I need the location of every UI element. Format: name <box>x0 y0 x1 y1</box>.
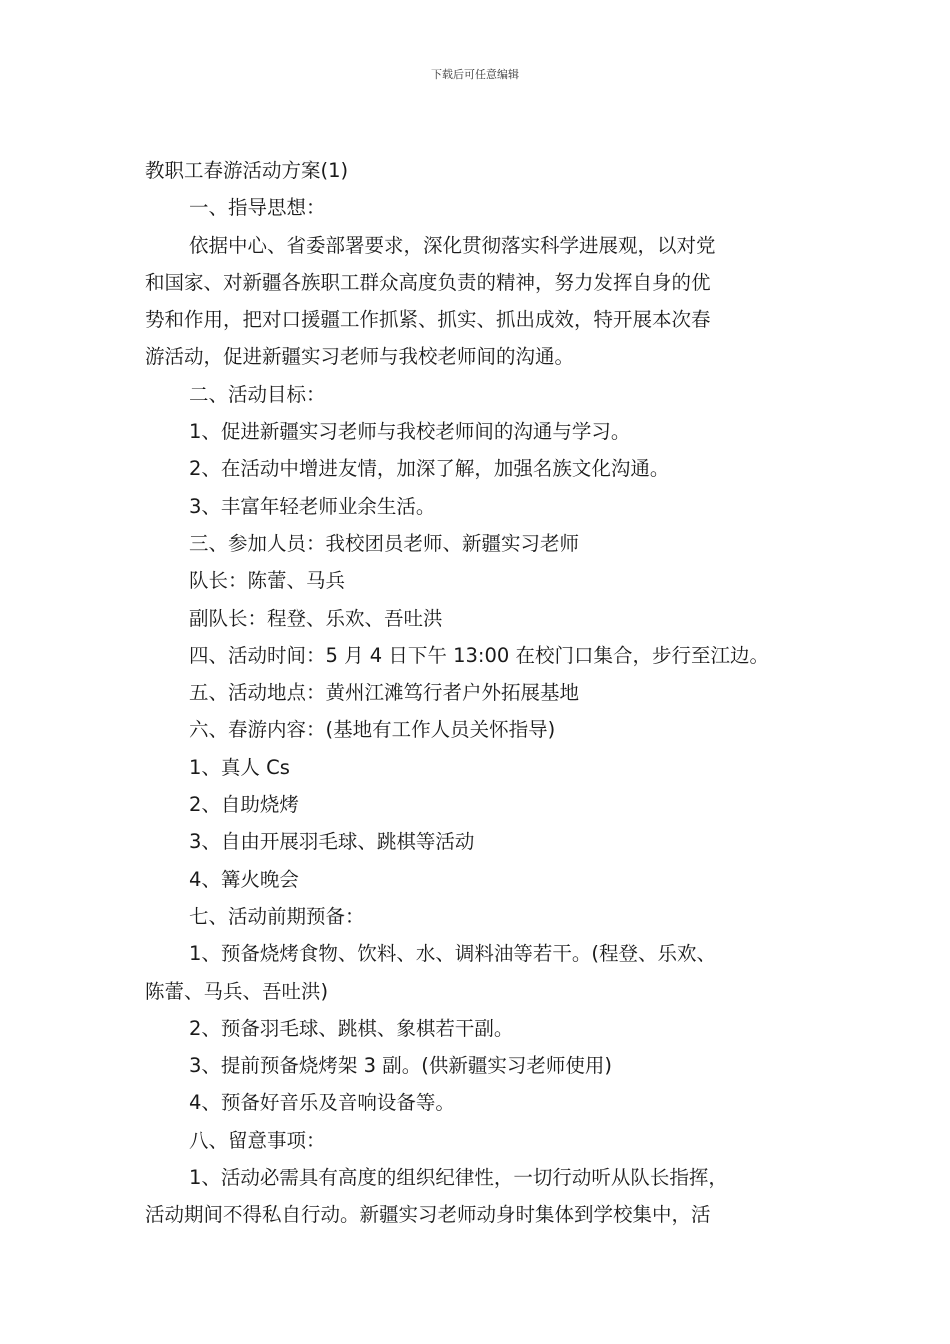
document-title: 教职工春游活动方案(1) <box>145 159 349 182</box>
text-line: 活动期间不得私自行动。新疆实习老师动身时集体到学校集中，活 <box>145 1203 711 1227</box>
text-line: 势和作用，把对口援疆工作抓紧、抓实、抓出成效，特开展本次春 <box>145 308 711 332</box>
text-line: 一、指导思想： <box>189 196 326 220</box>
text-line: 五、活动地点：黄州江滩笃行者户外拓展基地 <box>189 681 580 705</box>
text-line: 3、自由开展羽毛球、跳棋等活动 <box>189 830 475 854</box>
text-line: 七、活动前期预备： <box>189 904 365 928</box>
text-line: 4、篝火晚会 <box>189 867 299 891</box>
text-line: 3、提前预备烧烤架 3 副。(供新疆实习老师使用) <box>189 1054 612 1078</box>
document-body <box>145 152 825 1234</box>
text-line: 二、活动目标： <box>189 382 326 406</box>
text-line: 六、春游内容：(基地有工作人员关怀指导) <box>189 718 556 742</box>
text-line: 四、活动时间：5 月 4 日下午 13:00 在校门口集合，步行至江边。 <box>189 643 770 667</box>
text-line: 1、活动必需具有高度的组织纪律性，一切行动听从队长指挥， <box>189 1166 728 1190</box>
text-line: 依据中心、省委部署要求，深化贯彻落实科学进展观，以对党 <box>189 233 716 257</box>
text-line: 2、自助烧烤 <box>189 793 299 817</box>
text-line: 1、真人 Cs <box>189 755 290 779</box>
document-lines <box>145 189 825 1233</box>
text-line: 4、预备好音乐及音响设备等。 <box>189 1091 455 1115</box>
text-line: 2、在活动中增进友情，加深了解，加强名族文化沟通。 <box>189 457 670 481</box>
text-line: 队长：陈蕾、马兵 <box>189 569 346 593</box>
page-header-note: 下载后可任意编辑 <box>431 68 519 81</box>
text-line: 副队长：程登、乐欢、吾吐洪 <box>189 606 443 630</box>
text-line: 1、促进新疆实习老师与我校老师间的沟通与学习。 <box>189 420 631 444</box>
text-line: 3、丰富年轻老师业余生活。 <box>189 494 436 518</box>
text-line: 陈蕾、马兵、吾吐洪) <box>145 979 329 1003</box>
text-line: 1、预备烧烤食物、饮料、水、调料油等若干。(程登、乐欢、 <box>189 942 717 966</box>
text-line: 和国家、对新疆各族职工群众高度负责的精神，努力发挥自身的优 <box>145 270 711 294</box>
text-line: 游活动，促进新疆实习老师与我校老师间的沟通。 <box>145 345 575 369</box>
text-line: 八、留意事项： <box>189 1128 326 1152</box>
text-line: 三、参加人员：我校团员老师、新疆实习老师 <box>189 531 580 555</box>
text-line: 2、预备羽毛球、跳棋、象棋若干副。 <box>189 1016 514 1040</box>
